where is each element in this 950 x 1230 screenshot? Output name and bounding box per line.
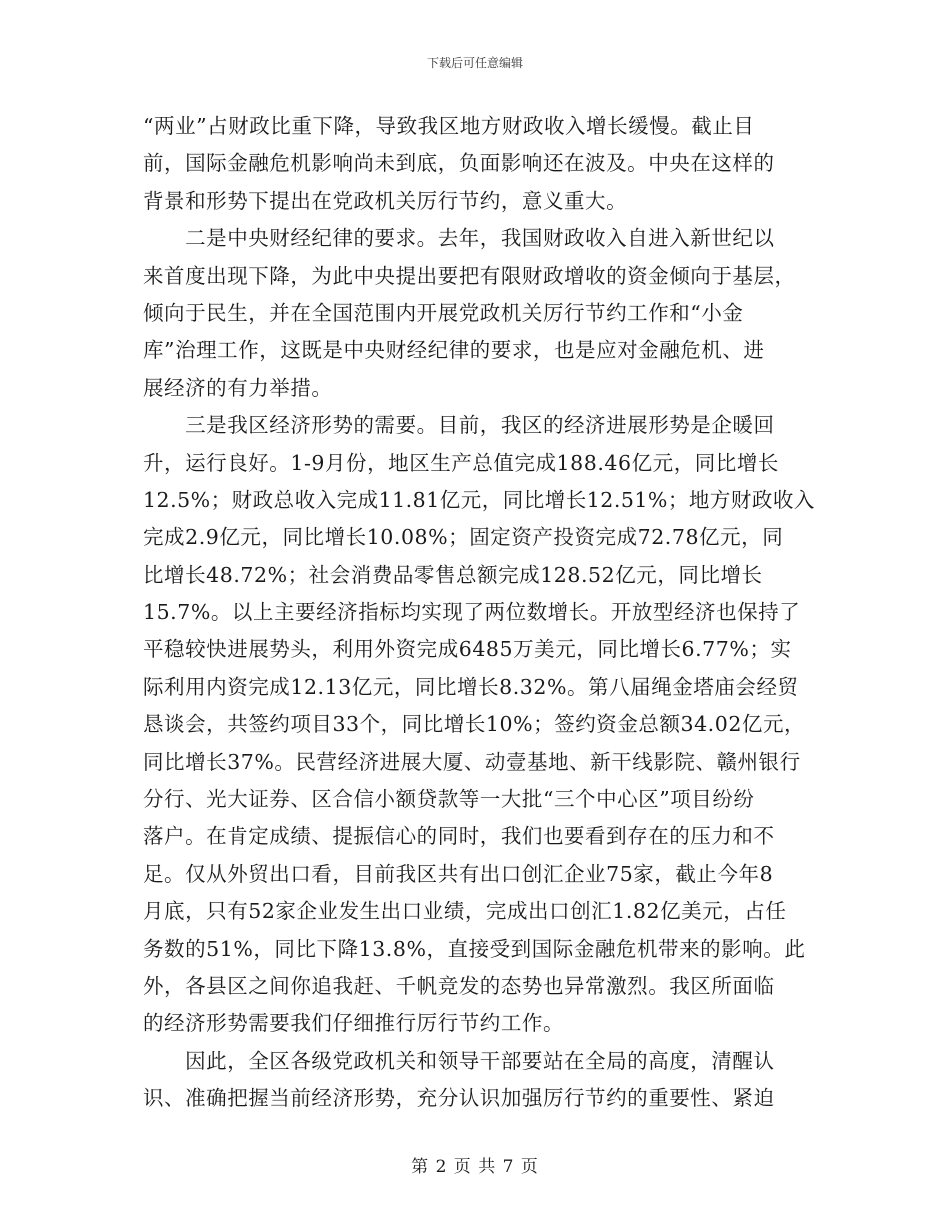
text-line: 升，运行良好。1-9月份，地区生产总值完成188.46亿元，同比增长 — [143, 450, 779, 475]
text-line: 识、准确把握当前经济形势，充分认识加强厉行节约的重要性、紧迫 — [143, 1086, 775, 1111]
text-line: 12.5%；财政总收入完成11.81亿元，同比增长12.51%；地方财政收入 — [143, 487, 815, 512]
text-line: 外，各县区之间你追我赶、千帆竞发的态势也异常激烈。我区所面临 — [143, 973, 775, 998]
text-line: 二是中央财经纪律的要求。去年，我国财政收入自进入新世纪以 — [143, 226, 775, 251]
text-line: 因此，全区各级党政机关和领导干部要站在全局的高度，清醒认 — [143, 1048, 775, 1073]
text-line: 恳谈会，共签约项目33个，同比增长10%；签约资金总额34.02亿元， — [143, 712, 806, 737]
text-line: 落户。在肯定成绩、提振信心的同时，我们也要看到存在的压力和不 — [143, 824, 775, 849]
text-line: 分行、光大证券、区合信小额贷款等一大批“三个中心区”项目纷纷 — [143, 787, 755, 812]
text-line: 来首度出现下降，为此中央提出要把有限财政增收的资金倾向于基层， — [143, 263, 796, 288]
text-line: 背景和形势下提出在党政机关厉行节约，意义重大。 — [143, 188, 628, 213]
text-line: 库”治理工作，这既是中央财经纪律的要求，也是应对金融危机、进 — [143, 338, 765, 363]
text-line: 足。仅从外贸出口看，目前我区共有出口创汇企业75家，截止今年8 — [143, 861, 774, 886]
text-line: 务数的51%，同比下降13.8%，直接受到国际金融危机带来的影响。此 — [143, 936, 806, 961]
text-line: 的经济形势需要我们仔细推行厉行节约工作。 — [143, 1011, 564, 1036]
text-line: 月底，只有52家企业发生出口业绩，完成出口创汇1.82亿美元，占任 — [143, 899, 787, 924]
text-line: 展经济的有力举措。 — [143, 375, 333, 400]
text-line: 倾向于民生，并在全国范围内开展党政机关厉行节约工作和“小金 — [143, 300, 744, 325]
text-line: 比增长48.72%；社会消费品零售总额完成128.52亿元，同比增长 — [143, 562, 763, 587]
text-line: 前，国际金融危机影响尚未到底，负面影响还在波及。中央在这样的 — [143, 151, 775, 176]
page-header-note: 下载后可任意编辑 — [426, 56, 523, 70]
text-line: 三是我区经济形势的需要。目前，我区的经济进展形势是企暖回 — [143, 413, 775, 438]
text-line: 完成2.9亿元，同比增长10.08%；固定资产投资完成72.78亿元，同 — [143, 525, 784, 550]
text-line: 同比增长37%。民营经济进展大厦、动壹基地、新干线影院、赣州银行 — [143, 749, 801, 774]
text-line: 15.7%。以上主要经济指标均实现了两位数增长。开放型经济也保持了 — [143, 600, 801, 625]
page-number-footer: 第 2 页 共 7 页 — [411, 1157, 539, 1177]
document-body — [143, 108, 815, 1118]
text-line: 平稳较快进展势头，利用外资完成6485万美元，同比增长6.77%；实 — [143, 637, 792, 662]
text-line: 际利用内资完成12.13亿元，同比增长8.32%。第八届绳金塔庙会经贸 — [143, 674, 799, 699]
text-line: “两业”占财政比重下降，导致我区地方财政收入增长缓慢。截止目 — [143, 114, 755, 138]
